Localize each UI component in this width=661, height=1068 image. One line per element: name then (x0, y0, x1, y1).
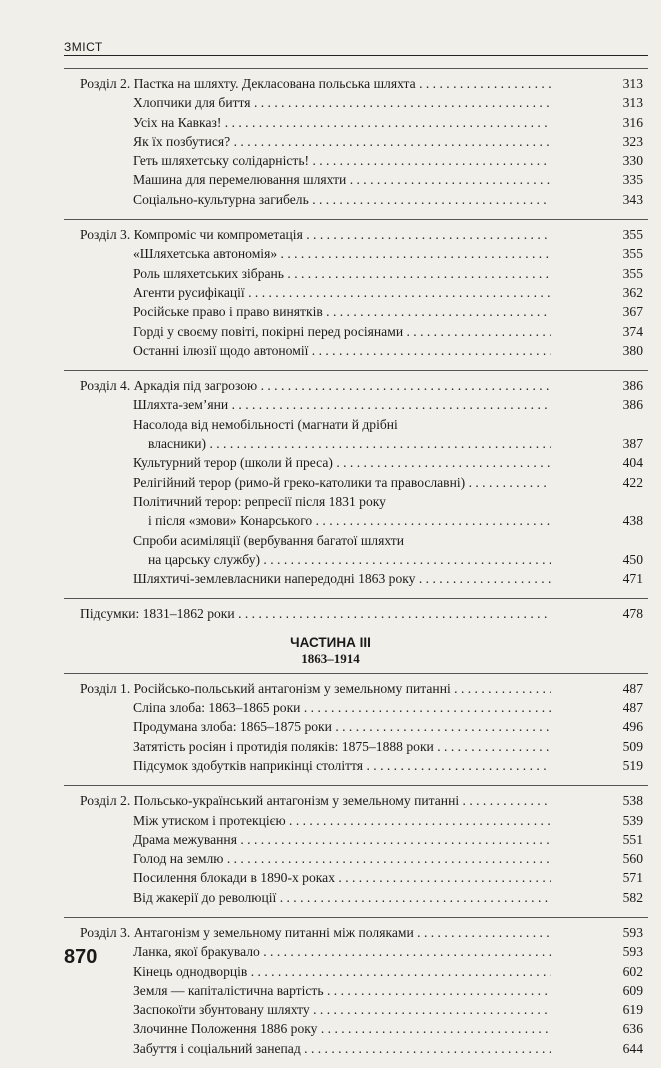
toc-entry-title: Посилення блокади в 1890-х роках . . . (133, 868, 551, 887)
toc-entry-title: Роль шляхетських зібрань . . . (133, 264, 551, 283)
toc-entry-title: Насолода від немобільності (магнати й дрібні (133, 416, 398, 432)
toc-entry-title: Злочинне Положення 1886 року . . . (133, 1019, 551, 1038)
toc-entry-page: 636 (622, 1021, 643, 1037)
toc-chapter-entry[interactable] (0, 74, 661, 93)
toc-entry-page: 602 (622, 963, 643, 979)
toc-entry-page: 571 (622, 870, 643, 886)
section-divider (64, 785, 648, 786)
toc-entry-title: і після «змови» Конарського . . . (148, 511, 551, 530)
toc-entry-page: 335 (622, 172, 643, 188)
toc-entry-title: Голод на землю . . . (133, 849, 551, 868)
toc-subentry[interactable] (0, 569, 661, 588)
toc-entry-page: 313 (622, 76, 643, 91)
toc-subentry[interactable] (0, 830, 661, 849)
part-title: ЧАСТИНА III (290, 634, 371, 650)
toc-entry-title: Геть шляхетську солідарність! . . . (133, 151, 551, 170)
part-heading (0, 634, 661, 667)
toc-chapter-entry[interactable] (0, 604, 661, 623)
toc-chapter-entry[interactable] (0, 923, 661, 942)
toc-entry-page: 487 (622, 680, 643, 696)
toc-entry-page: 487 (622, 700, 643, 716)
toc-section (0, 673, 661, 775)
toc-subentry[interactable] (0, 811, 661, 830)
toc-subentry[interactable] (0, 962, 661, 981)
toc-entry-page: 551 (622, 831, 643, 847)
toc-chapter-entry[interactable] (0, 376, 661, 395)
toc-entry-title: Розділ 3. Антагонізм у земельному питанні між поляками . . . (80, 923, 551, 942)
section-divider (64, 68, 648, 69)
toc-entry-page: 380 (622, 342, 643, 358)
toc-section (0, 68, 661, 209)
toc-entry-title: Забуття і соціальний занепад . . . (133, 1039, 551, 1058)
toc-entry-title: Розділ 2. Польсько-український антагонізм у земельному питанні . . . (80, 791, 551, 810)
toc-entry-page: 355 (622, 227, 643, 243)
running-header: ЗМІСТ (64, 40, 648, 56)
toc-entry-title: Драма межування . . . (133, 830, 551, 849)
toc-entry-title: Спроби асиміляції (вербування багатої шляхти (133, 532, 404, 548)
toc-subentry[interactable] (0, 698, 661, 717)
toc-entry-page: 316 (622, 114, 643, 130)
toc-subentry[interactable] (0, 283, 661, 302)
toc-part-ii-block (0, 68, 661, 624)
toc-chapter-entry[interactable] (0, 679, 661, 698)
toc-subentry[interactable] (0, 1000, 661, 1019)
toc-entry-title: Земля — капіталістична вартість . . . (133, 981, 551, 1000)
toc-subentry[interactable] (0, 395, 661, 414)
toc-entry-page: 422 (622, 474, 643, 490)
toc-entry-title: Релігійний терор (римо-й греко-католики та православні) . . . (133, 473, 551, 492)
toc-entry-page: 538 (622, 793, 643, 809)
toc-entry-page: 539 (622, 812, 643, 828)
toc-entry-title: Розділ 3. Компроміс чи компрометація . . . (80, 225, 551, 244)
toc-entry-page: 519 (622, 757, 643, 773)
section-divider (64, 219, 648, 220)
toc-subentry[interactable] (0, 849, 661, 868)
toc-subentry[interactable] (0, 492, 661, 511)
toc-entry-page: 355 (622, 246, 643, 262)
toc-entry-page: 386 (622, 378, 643, 394)
toc-entry-title: Горді у своєму повіті, покірні перед росіянами . . . (133, 322, 551, 341)
toc-subentry[interactable] (0, 264, 661, 283)
toc-chapter-entry[interactable] (0, 225, 661, 244)
toc-entry-page: 386 (622, 397, 643, 413)
toc-entry-page: 362 (622, 284, 643, 300)
toc-section (0, 785, 661, 907)
toc-subentry[interactable] (0, 244, 661, 263)
toc-entry-page: 404 (622, 455, 643, 471)
toc-entry-page: 509 (622, 738, 643, 754)
toc-entry-page: 471 (622, 571, 643, 587)
toc-subentry[interactable] (0, 341, 661, 360)
toc-subentry[interactable] (0, 302, 661, 321)
toc-entry-title: Як їх позбутися? . . . (133, 132, 551, 151)
toc-entry-title: Шляхтичі-землевласники напередодні 1863 року . . . (133, 569, 551, 588)
toc-chapter-entry[interactable] (0, 791, 661, 810)
toc-entry-title: Соціально-культурна загибель . . . (133, 190, 551, 209)
toc-subentry[interactable] (0, 888, 661, 907)
section-divider (64, 673, 648, 674)
toc-subentry[interactable] (0, 322, 661, 341)
toc-section (0, 598, 661, 623)
toc-subentry[interactable] (0, 717, 661, 736)
toc-entry-page: 313 (622, 95, 643, 111)
toc-entry-title: Підсумок здобутків наприкінці століття . . . (133, 756, 551, 775)
page-number: 870 (64, 946, 98, 968)
toc-entry-page: 343 (622, 191, 643, 207)
toc-entry-page: 323 (622, 133, 643, 149)
toc-entry-title: Заспокоїти збунтовану шляхту . . . (133, 1000, 551, 1019)
toc-subentry[interactable] (0, 942, 661, 961)
toc-entry-title: Хлопчики для биття . . . (133, 93, 551, 112)
table-of-contents (0, 68, 661, 1068)
toc-entry-page: 450 (622, 551, 643, 567)
toc-entry-page: 374 (622, 323, 643, 339)
toc-entry-title: Останні ілюзії щодо автономії . . . (133, 341, 551, 360)
toc-section (0, 917, 661, 1058)
toc-entry-page: 593 (622, 944, 643, 960)
toc-entry-page: 367 (622, 304, 643, 320)
toc-entry-title: на царську службу) . . . (148, 550, 551, 569)
section-divider (64, 917, 648, 918)
toc-subentry[interactable] (0, 453, 661, 472)
toc-entry-title: Культурний терор (школи й преса) . . . (133, 453, 551, 472)
toc-entry-title: Політичний терор: репресії після 1831 року (133, 493, 386, 509)
toc-entry-page: 593 (622, 924, 643, 940)
toc-entry-page: 560 (622, 851, 643, 867)
toc-entry-title: Розділ 2. Пастка на шляхту. Декласована польська шляхта . . . (80, 74, 551, 93)
toc-entry-page: 496 (622, 719, 643, 735)
toc-subentry[interactable] (0, 868, 661, 887)
toc-subentry[interactable] (0, 737, 661, 756)
toc-subentry[interactable] (0, 981, 661, 1000)
toc-entry-title: Сліпа злоба: 1863–1865 роки . . . (133, 698, 551, 717)
toc-entry-title: Кінець однодворців . . . (133, 962, 551, 981)
toc-subentry[interactable] (0, 113, 661, 132)
toc-entry-title: Між утиском і протекцією . . . (133, 811, 551, 830)
toc-subentry[interactable] (0, 531, 661, 550)
toc-subentry[interactable] (0, 550, 661, 569)
toc-entry-page: 478 (622, 606, 643, 622)
toc-subentry[interactable] (0, 415, 661, 434)
toc-part-iii-block (0, 673, 661, 1058)
toc-entry-page: 582 (622, 889, 643, 905)
toc-entry-title: Агенти русифікації . . . (133, 283, 551, 302)
toc-entry-page: 438 (622, 513, 643, 529)
toc-subentry[interactable] (0, 93, 661, 112)
toc-entry-title: Від жакерії до революції . . . (133, 888, 551, 907)
toc-subentry[interactable] (0, 170, 661, 189)
toc-entry-title: Затятість росіян і протидія поляків: 1875–1888 роки . . . (133, 737, 551, 756)
toc-entry-title: власники) . . . (148, 434, 551, 453)
toc-subentry[interactable] (0, 1039, 661, 1058)
toc-entry-title: Розділ 4. Аркадія під загрозою . . . (80, 376, 551, 395)
toc-subentry[interactable] (0, 132, 661, 151)
toc-subentry[interactable] (0, 511, 661, 530)
toc-entry-page: 619 (622, 1002, 643, 1018)
toc-entry-title: Усіх на Кавказ! . . . (133, 113, 551, 132)
toc-entry-page: 609 (622, 982, 643, 998)
toc-subentry[interactable] (0, 756, 661, 775)
toc-entry-page: 644 (622, 1040, 643, 1056)
section-divider (64, 370, 648, 371)
toc-entry-title: Шляхта-зем’яни . . . (133, 395, 551, 414)
part-years: 1863–1914 (301, 650, 360, 666)
toc-subentry[interactable] (0, 473, 661, 492)
toc-entry-page: 330 (622, 153, 643, 169)
toc-section (0, 219, 661, 360)
toc-subentry[interactable] (0, 434, 661, 453)
toc-entry-page: 355 (622, 265, 643, 281)
toc-section (0, 370, 661, 588)
toc-entry-title: Російське право і право винятків . . . (133, 302, 551, 321)
toc-entry-title: Машина для перемелювання шляхти . . . (133, 170, 551, 189)
section-divider (64, 598, 648, 599)
toc-entry-title: Продумана злоба: 1865–1875 роки . . . (133, 717, 551, 736)
toc-entry-title: Розділ 1. Російсько-польський антагонізм у земельному питанні . . . (80, 679, 551, 698)
toc-subentry[interactable] (0, 1019, 661, 1038)
toc-entry-page: 387 (622, 436, 643, 452)
toc-subentry[interactable] (0, 190, 661, 209)
toc-subentry[interactable] (0, 151, 661, 170)
toc-entry-title: «Шляхетська автономія» . . . (133, 244, 551, 263)
toc-entry-title: Ланка, якої бракувало . . . (133, 942, 551, 961)
toc-entry-title: Підсумки: 1831–1862 роки . . . (80, 604, 551, 623)
